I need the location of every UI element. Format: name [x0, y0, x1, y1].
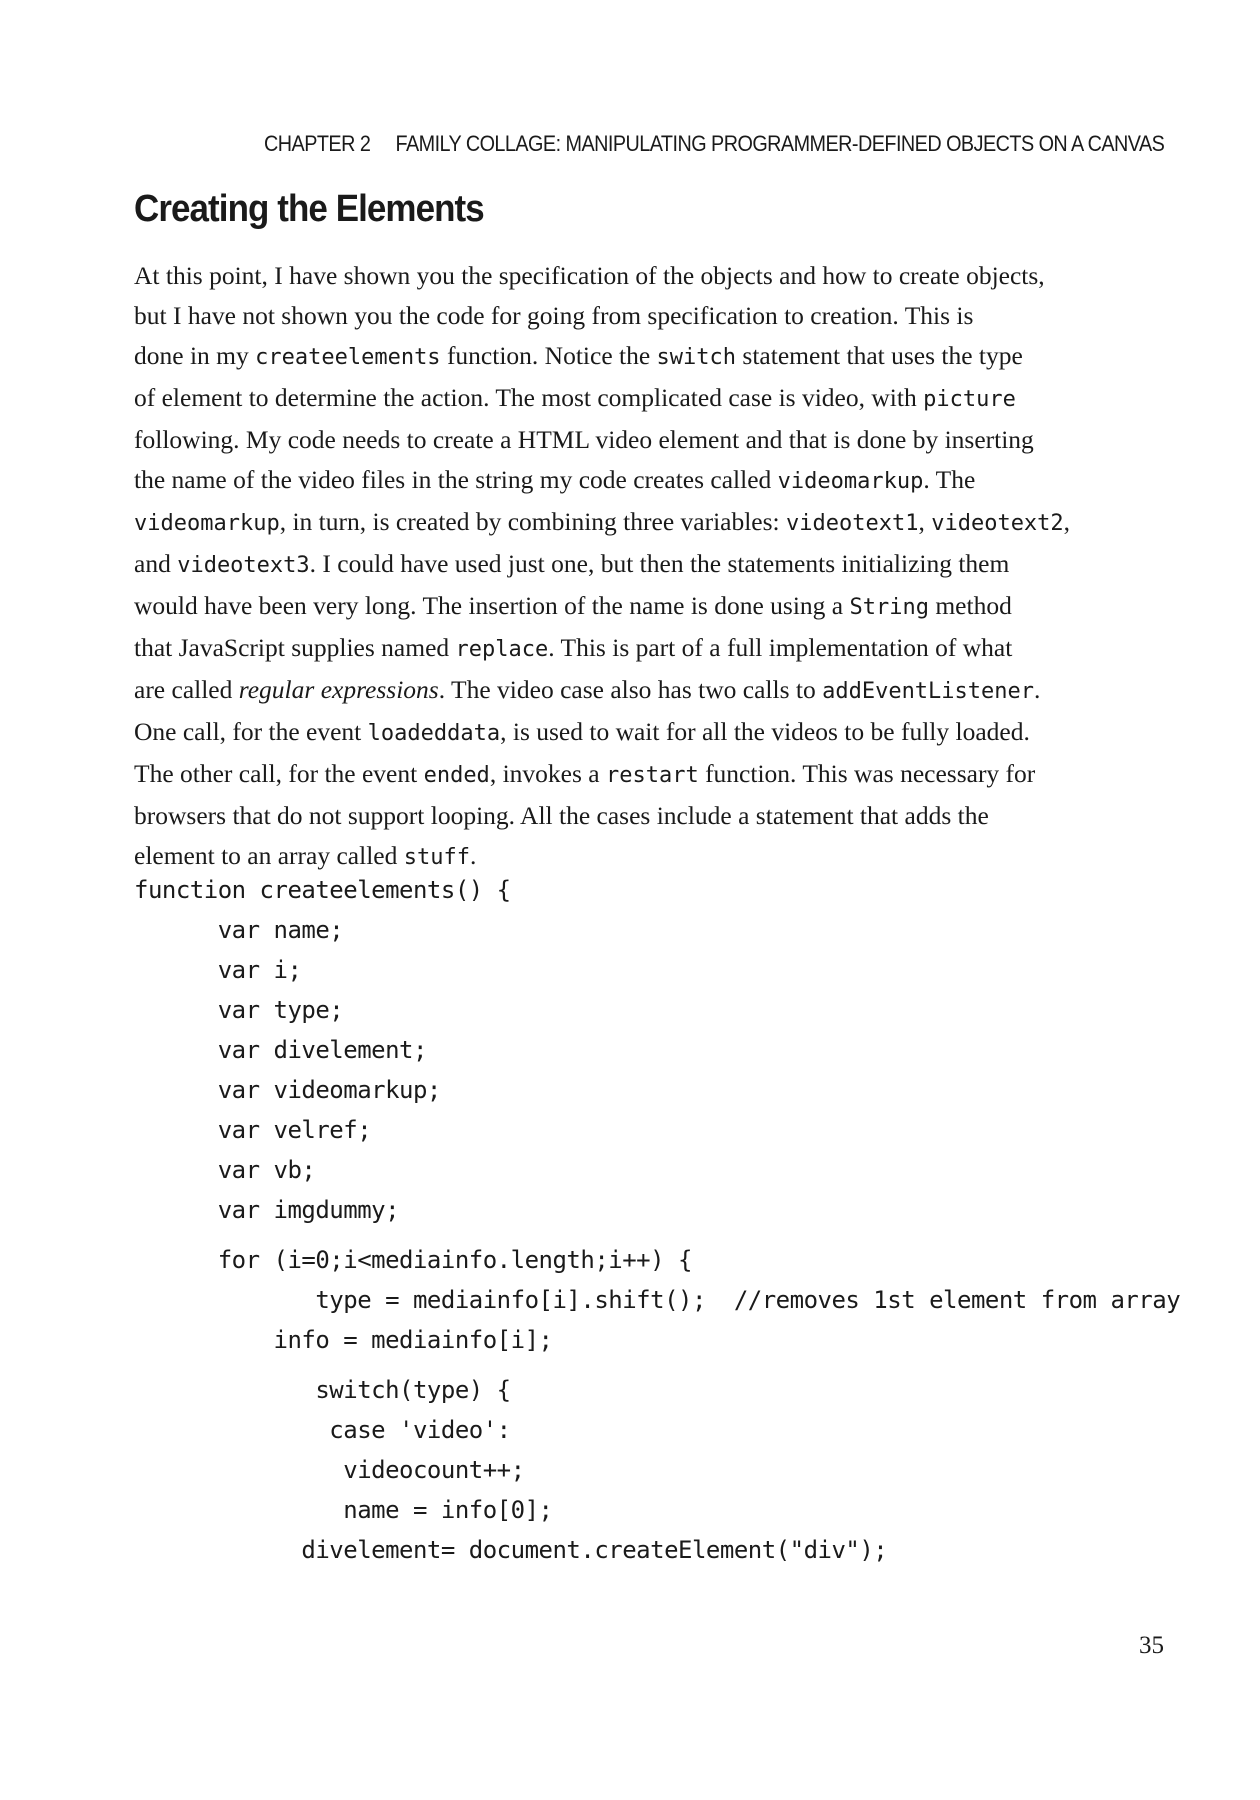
- inline-code: createelements: [255, 345, 441, 370]
- code-line: info = mediainfo[i];: [134, 1326, 553, 1354]
- emphasis: regular expressions: [238, 675, 439, 704]
- body-paragraph: [134, 256, 1164, 878]
- code-line: var name;: [134, 916, 344, 944]
- paragraph-line: are called regular expressions. The video case also has two calls to addEventListener.: [134, 675, 1041, 704]
- paragraph-line: browsers that do not support looping. All the cases include a statement that adds the: [134, 801, 989, 830]
- paragraph-line: the name of the video files in the string my code creates called videomarkup. The: [134, 465, 976, 494]
- paragraph-line: and videotext3. I could have used just one, but then the statements initializing them: [134, 549, 1010, 578]
- code-line: divelement= document.createElement("div");: [134, 1536, 888, 1564]
- inline-code: ended: [423, 763, 490, 788]
- inline-code: picture: [923, 387, 1016, 412]
- code-line: function createelements() {: [134, 876, 511, 904]
- code-line: var videomarkup;: [134, 1076, 441, 1104]
- inline-code: loadeddata: [367, 721, 501, 746]
- paragraph-line: done in my createelements function. Notice the switch statement that uses the type: [134, 341, 1023, 370]
- inline-code: stuff: [403, 845, 470, 870]
- code-line: var type;: [134, 996, 344, 1024]
- section-title: Creating the Elements: [134, 188, 484, 230]
- code-line: var imgdummy;: [134, 1196, 400, 1224]
- paragraph-line: would have been very long. The insertion of the name is done using a String method: [134, 591, 1012, 620]
- running-head: [264, 131, 1164, 157]
- paragraph-line: videomarkup, in turn, is created by combining three variables: videotext1, videotext2,: [134, 507, 1071, 536]
- code-line: name = info[0];: [134, 1496, 553, 1524]
- chapter-title: FAMILY COLLAGE: MANIPULATING PROGRAMMER-DEFINED OBJECTS ON A CANVAS: [395, 131, 1164, 156]
- inline-code: videomarkup: [777, 469, 924, 494]
- paragraph-line: One call, for the event loadeddata, is used to wait for all the videos to be fully loaded.: [134, 717, 1030, 746]
- paragraph-line: At this point, I have shown you the specification of the objects and how to create objects,: [134, 261, 1045, 290]
- chapter-label: CHAPTER 2: [263, 131, 370, 156]
- code-line: case 'video':: [134, 1416, 511, 1444]
- code-line: var divelement;: [134, 1036, 427, 1064]
- code-line: videocount++;: [134, 1456, 525, 1484]
- paragraph-line: element to an array called stuff.: [134, 841, 477, 870]
- inline-code: switch: [656, 345, 737, 370]
- inline-code: replace: [455, 637, 549, 662]
- code-line: var velref;: [134, 1116, 372, 1144]
- code-line: for (i=0;i<mediainfo.length;i++) {: [134, 1246, 692, 1274]
- paragraph-line: following. My code needs to create a HTML video element and that is done by inserting: [134, 425, 1034, 454]
- inline-code: String: [849, 595, 929, 620]
- inline-code: videomarkup: [134, 511, 280, 536]
- paragraph-line: of element to determine the action. The most complicated case is video, with picture: [134, 383, 1016, 412]
- page-number: 35: [1139, 1632, 1164, 1659]
- inline-code: videotext3: [177, 553, 310, 578]
- paragraph-line: but I have not shown you the code for going from specification to creation. This is: [134, 301, 974, 330]
- code-line: var vb;: [134, 1156, 316, 1184]
- code-line: switch(type) {: [134, 1376, 511, 1404]
- paragraph-line: The other call, for the event ended, invokes a restart function. This was necessary for: [134, 759, 1036, 788]
- code-line: var i;: [134, 956, 302, 984]
- inline-code: restart: [605, 763, 699, 788]
- code-listing: [134, 870, 1181, 1570]
- paragraph-line: that JavaScript supplies named replace. This is part of a full implementation of what: [134, 633, 1013, 662]
- inline-code: videotext1: [786, 511, 919, 536]
- inline-code: videotext2: [931, 511, 1064, 536]
- code-line: type = mediainfo[i].shift(); //removes 1st element from array: [134, 1286, 1181, 1314]
- inline-code: addEventListener: [822, 679, 1035, 704]
